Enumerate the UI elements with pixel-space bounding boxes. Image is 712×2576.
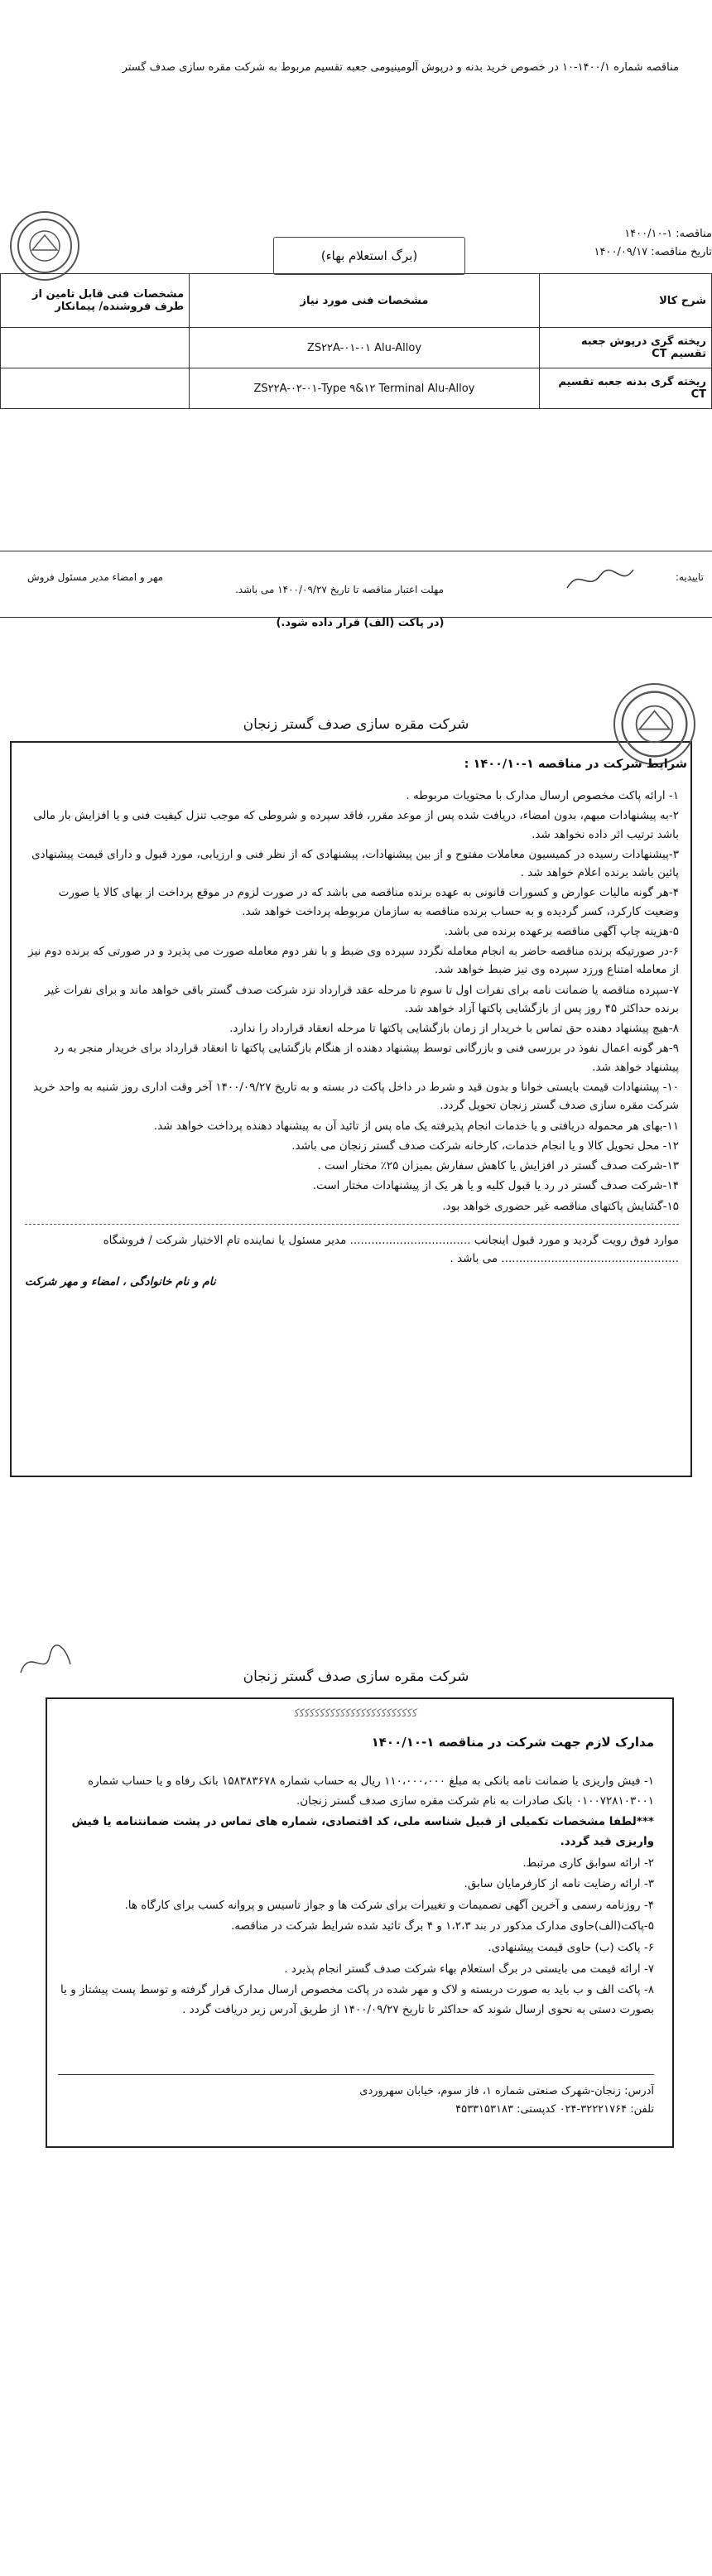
list-item: ۱۳-شرکت صدف گستر در افزایش یا کاهش سفارش بمیزان ۲۵٪ مختار است .: [317, 1159, 679, 1173]
list-item: ۸- پاکت الف و ب باید به صورت دربسته و لاک و مهر شده در پاکت مخصوص ارسال مدارک قرار گرفته و توسط پست پیشتاز و یا بصورت دستی به نحوی ارسال شوند که حداکثر تا تاریخ ۱۴۰۰/۰۹/۲۷ از طریق آدرس زیر دریافت گردد .: [60, 1983, 654, 2016]
list-item: ۲-به پیشنهادات مبهم، بدون امضاء، دریافت شده پس از موعد مقرر، فاقد سپرده و شروطی که موجب تنزل کیفیت فنی و یا افزایش بار مالی باشد ترتیب اثر داده نخواهد شد.: [33, 809, 679, 841]
phone-text: تلفن: ۳۲۲۲۱۷۶۴-۰۲۴ کدپستی: ۴۵۳۳۱۵۳۱۸۳: [455, 2103, 654, 2116]
sales-signature-label: مهر و امضاء مدیر مسئول فروش: [26, 571, 164, 583]
conditions-list: [25, 787, 679, 1293]
validity-text: مهلت اعتبار مناقصه تا تاریخ ۱۴۰۰/۰۹/۲۷ می باشد.: [234, 584, 445, 595]
seal-graphic: [16, 217, 74, 275]
list-item: ۳- ارائه رضایت نامه از کارفرمایان سابق.: [464, 1877, 654, 1891]
list-item: ۱- ارائه پاکت مخصوص ارسال مدارک با محتویات مربوطه .: [406, 789, 679, 802]
list-item: ۱۵-گشایش پاکتهای مناقصه غیر حضوری خواهد بود.: [442, 1199, 679, 1213]
row-supplier-cell[interactable]: [1, 368, 190, 409]
list-item: ۴-هر گونه مالیات عوارض و کسورات قانونی به عهده برنده مناقصه می باشد که در صورت لزوم در موقع پرداخت از بهای کالا یا صورت وضعیت کارکرد، کسر گردیده و به حساب برنده مناقصه به سازمان مربوطه پرداخت خواهد شد.: [58, 886, 679, 918]
header-specs: مشخصات فنی مورد نیاز: [190, 274, 540, 328]
signature-scribble: [563, 563, 637, 596]
handwritten-signature-icon: [563, 563, 637, 596]
approve-label: تاییدیه:: [675, 571, 704, 583]
header-goods: شرح کالا: [539, 274, 711, 328]
inquiry-table: [0, 273, 712, 409]
acceptance-text: موارد فوق رویت گردید و مورد قبول اینجانب .................................. مدیر مسئول یا نماینده تام الاختیار شرکت / فروشگاه .................................................. می باشد .: [103, 1233, 679, 1266]
tender-date: تاریخ مناقصه: ۱۴۰۰/۰۹/۱۷: [594, 246, 712, 259]
list-item: ***لطفا مشخصات تکمیلی از قبیل شناسه ملی، کد اقتصادی، شماره های تماس در پشت ضمانتنامه یا فیش واریزی قید گردد.: [71, 1815, 654, 1848]
list-item: ۷- ارائه قیمت می بایستی در برگ استعلام بهاء شرکت صدف گستر انجام پذیرد .: [284, 1962, 654, 1976]
address-block: [58, 2082, 654, 2119]
table-row: [1, 328, 712, 368]
list-item: ۱۱-بهای هر محموله دریافتی و یا خدمات انجام پذیرفته یک ماه پس از تائید آن به پیشنهاد دهنده پرداخت خواهد شد.: [153, 1119, 679, 1133]
list-item: ۸-هیچ پیشنهاد دهنده حق تماس با خریدار از زمان بازگشایی پاکتها تا مرحله انعقاد قرارداد را ندارد.: [229, 1022, 679, 1036]
header-supplier: مشخصات فنی قابل تامین از طرف فروشنده/ پیمانکار: [1, 274, 190, 328]
decorative-pattern: ﮐﮐﮐﮐﮐﮐﮐﮐﮐﮐﮐﮐﮐﮐﮐﮐﮐﮐﮐﮐﮐﮐﮐﮐ: [294, 1707, 418, 1720]
row-supplier-cell[interactable]: [1, 328, 190, 368]
requirements-heading: مدارک لازم جهت شرکت در مناقصه ۱-۱۴۰۰/۱۰: [371, 1735, 654, 1750]
row-spec: ZS۲۲A-۰۲-۰۱-Type ۹&۱۲ Terminal Alu-Alloy: [190, 368, 540, 409]
list-item: ۴- روزنامه رسمی و آخرین آگهی تصمیمات و تغییرات برای شرکت ها و جواز تاسیس و پروانه کسب برای کارگاه ها.: [124, 1898, 654, 1912]
list-item: ۹-هر گونه اعمال نفوذ در بررسی فنی و بازرگانی توسط پیشنهاد دهنده از هنگام بازگشایی پاکتها تا انعقاد قرارداد برای خریدار منجر به رد پیشنهاد خواهد شد.: [53, 1042, 679, 1074]
table-header-row: [1, 274, 712, 328]
list-item: ۱۴-شرکت صدف گستر در رد یا قبول کلیه و یا هر یک از پیشنهادات مختار است.: [312, 1179, 679, 1193]
list-item: ۱۲- محل تحویل کالا و یا انجام خدمات، کارخانه شرکت صدف گستر زنجان می باشد.: [291, 1139, 679, 1153]
row-goods: ریخته گری درپوش جعبه تقسیم CT: [539, 328, 711, 368]
list-item: ۱- فیش واریزی یا ضمانت نامه بانکی به مبلغ ۱۱۰،۰۰۰،۰۰۰ ریال به حساب شماره ۱۵۸۳۸۳۶۷۸ بانک رفاه و یا حساب شماره ۰۱۰۰۷۲۸۱۰۳۰۰۱ بانک صادرات به نام شرکت مقره سازی صدف گستر زنجان.: [88, 1774, 654, 1808]
table-row: [1, 368, 712, 409]
company-seal-icon: [10, 211, 79, 281]
list-item: ۶-در صورتیکه برنده مناقصه حاضر به انجام معامله نگردد سپرده وی ضبط و با نفر دوم معامله صورت می پذیرد و در صورتی که برنده دوم نیز از معامله امتناع ورزد سپرده وی نیز ضبط خواهد شد.: [28, 945, 679, 977]
address-divider: [58, 2074, 654, 2075]
list-item: ۱۰- پیشنهادات قیمت بایستی خوانا و بدون قید و شرط در داخل پاکت در بسته و به تاریخ ۱۴۰۰/۰۹/۲۷ آخر وقت اداری روز شنبه به واحد خرید شرکت مقره سازی صدف گستر زنجان تحویل گردد.: [33, 1080, 679, 1113]
signature-note: نام و نام خانوادگی ، امضاء و مهر شرکت: [25, 1275, 216, 1289]
address-text: آدرس: زنجان-شهرک صنعتی شماره ۱، فاز سوم، خیابان سهروردی: [359, 2085, 654, 2097]
tender-number: مناقصه: ۱-۱۴۰۰/۱۰: [624, 228, 712, 240]
list-item: ۷-سپرده مناقصه یا ضمانت نامه برای نفرات اول تا سوم تا مرحله عقد قرارداد نزد شرکت صدف گستر باقی خواهد ماند و برای نفرات غیر برنده حداکثر ۴۵ روز پس از بازگشایی پاکتها آزاد خواهد شد.: [45, 983, 679, 1015]
inquiry-title: (برگ استعلام بهاء): [273, 237, 465, 275]
list-item: ۵-هزینه چاپ آگهی مناقصه برعهده برنده می باشد.: [444, 924, 679, 938]
inquiry-meta: [580, 225, 712, 262]
conditions-company: شرکت مقره سازی صدف گستر زنجان: [243, 716, 469, 733]
blank-area: [0, 2186, 712, 2575]
list-item: ۳-پیشنهادات رسیده در کمیسیون معاملات مفتوح و از بین پیشنهادات، پیشنهادی که از نظر فنی و ارزیابی، مورد قبول و دارای قیمت پیشنهادی پائین باشد برنده اعلام خواهد شد .: [31, 847, 679, 880]
conditions-heading: شرایط شرکت در مناقصه ۱-۱۴۰۰/۱۰ :: [464, 758, 687, 771]
list-item: ۲- ارائه سوابق کاری مرتبط.: [522, 1856, 654, 1870]
envelope-note: (در پاکت (الف) قرار داده شود.): [276, 617, 445, 629]
page-header: مناقصه شماره ۱۴۰۰/۱-۱۰ در خصوص خرید بدنه و درپوش آلومینیومی جعبه تقسیم مربوط به شرکت مقره سازی صدف گستر: [122, 61, 679, 74]
dashed-divider: [25, 1224, 679, 1225]
list-item: ۵-پاکت(الف)حاوی مدارک مذکور در بند ۱،۲،۳ و ۴ برگ تائید شده شرایط شرکت در مناقصه.: [230, 1919, 654, 1933]
requirements-company: شرکت مقره سازی صدف گستر زنجان: [243, 1668, 469, 1685]
requirements-list: [58, 1772, 654, 2022]
row-spec: ZS۲۲A-۰۱-۰۱ Alu-Alloy: [190, 328, 540, 368]
list-item: ۶- پاکت (ب) حاوی قیمت پیشنهادی.: [488, 1941, 654, 1954]
row-goods: ریخته گری بدنه جعبه تقسیم CT: [539, 368, 711, 409]
